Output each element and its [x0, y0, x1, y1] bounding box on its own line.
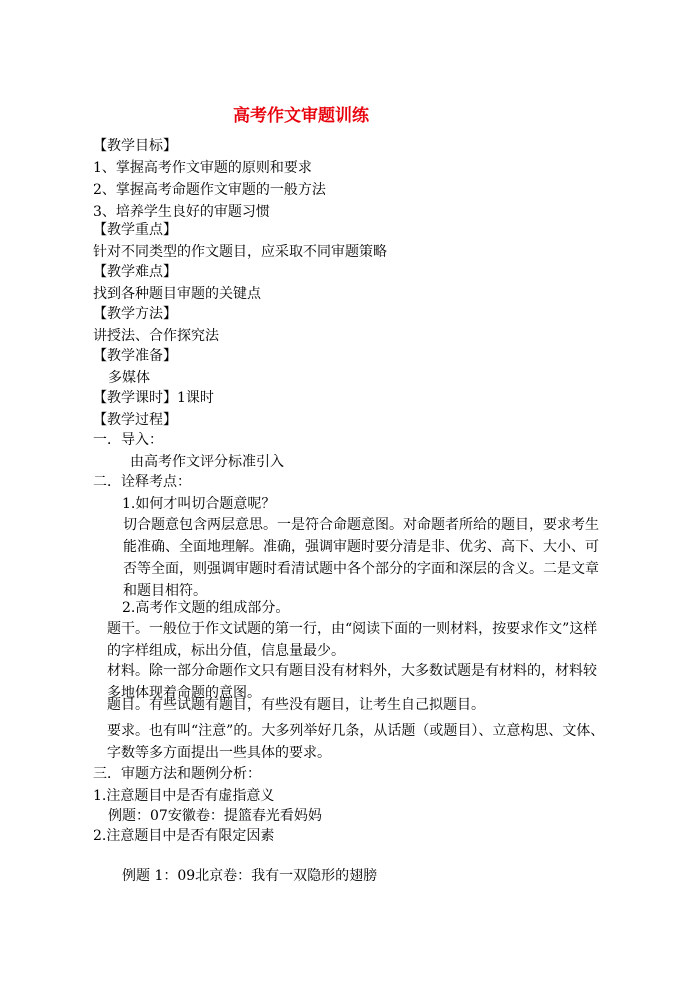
paragraph	[93, 720, 605, 764]
page-title: 高考作文审题训练	[233, 106, 369, 126]
process-heading: 【教学过程】	[93, 412, 177, 428]
paragraph-text: 题目。有些试题有题目，有些没有题目，让考生自己拟题目。	[107, 697, 485, 713]
paragraph	[93, 618, 605, 662]
objective-item: 1、掌握高考作文审题的原则和要求	[93, 160, 312, 176]
paragraph	[93, 694, 605, 716]
focus-heading: 【教学重点】	[93, 222, 177, 238]
method-heading: 【教学方法】	[93, 306, 177, 322]
paragraph-text: 材料。除一部分命题作文只有题目没有材料外，大多数试题是有材料的，材料较多地体现着命题的意图。	[107, 663, 597, 701]
paragraph-text: 要求。也有叫“注意”的。大多列举好几条，从话题（或题目）、立意构思、文体、字数等多方面提出一些具体的要求。	[107, 723, 605, 761]
example-item: 例题 1：09北京卷：我有一双隐形的翅膀	[122, 868, 378, 884]
difficulty-heading: 【教学难点】	[93, 264, 177, 280]
section-text: 由高考作文评分标准引入	[130, 454, 284, 470]
method-text: 讲授法、合作探究法	[93, 328, 219, 344]
question-item: 2.高考作文题的组成部分。	[122, 600, 290, 616]
paragraph-text: 切合题意包含两层意思。一是符合命题意图。对命题者所给的题目，要求考生能准确、全面地理解。准确，强调审题时要分清是非、优劣、高下、大小、可否等全面，则强调审题时看清试题中各个部分的字面和深层的含义。二是文章和题目相符。	[123, 517, 599, 599]
paragraph	[93, 514, 605, 602]
difficulty-text: 找到各种题目审题的关键点	[93, 286, 261, 302]
paragraph-text: 题干。一般位于作文试题的第一行，由“阅读下面的一则材料，按要求作文”这样的字样组成，标出分值，信息量最少。	[107, 621, 598, 659]
section-heading: 三．审题方法和题例分析：	[93, 766, 261, 782]
section-heading: 二．诠释考点：	[93, 474, 191, 490]
objectives-heading: 【教学目标】	[93, 138, 177, 154]
objective-item: 2、掌握高考命题作文审题的一般方法	[93, 182, 326, 198]
hours-text: 【教学课时】1课时	[93, 390, 214, 406]
section-heading: 一．导入：	[93, 432, 163, 448]
method-item: 1.注意题目中是否有虚指意义	[93, 788, 275, 804]
question-item: 1.如何才叫切合题意呢？	[122, 496, 276, 512]
objective-item: 3、培养学生良好的审题习惯	[93, 204, 270, 220]
method-item: 2.注意题目中是否有限定因素	[93, 828, 275, 844]
focus-text: 针对不同类型的作文题目，应采取不同审题策略	[93, 244, 387, 260]
prep-text: 多媒体	[108, 370, 150, 386]
prep-heading: 【教学准备】	[93, 348, 177, 364]
example-item: 例题：07安徽卷：提篮春光看妈妈	[108, 808, 322, 824]
